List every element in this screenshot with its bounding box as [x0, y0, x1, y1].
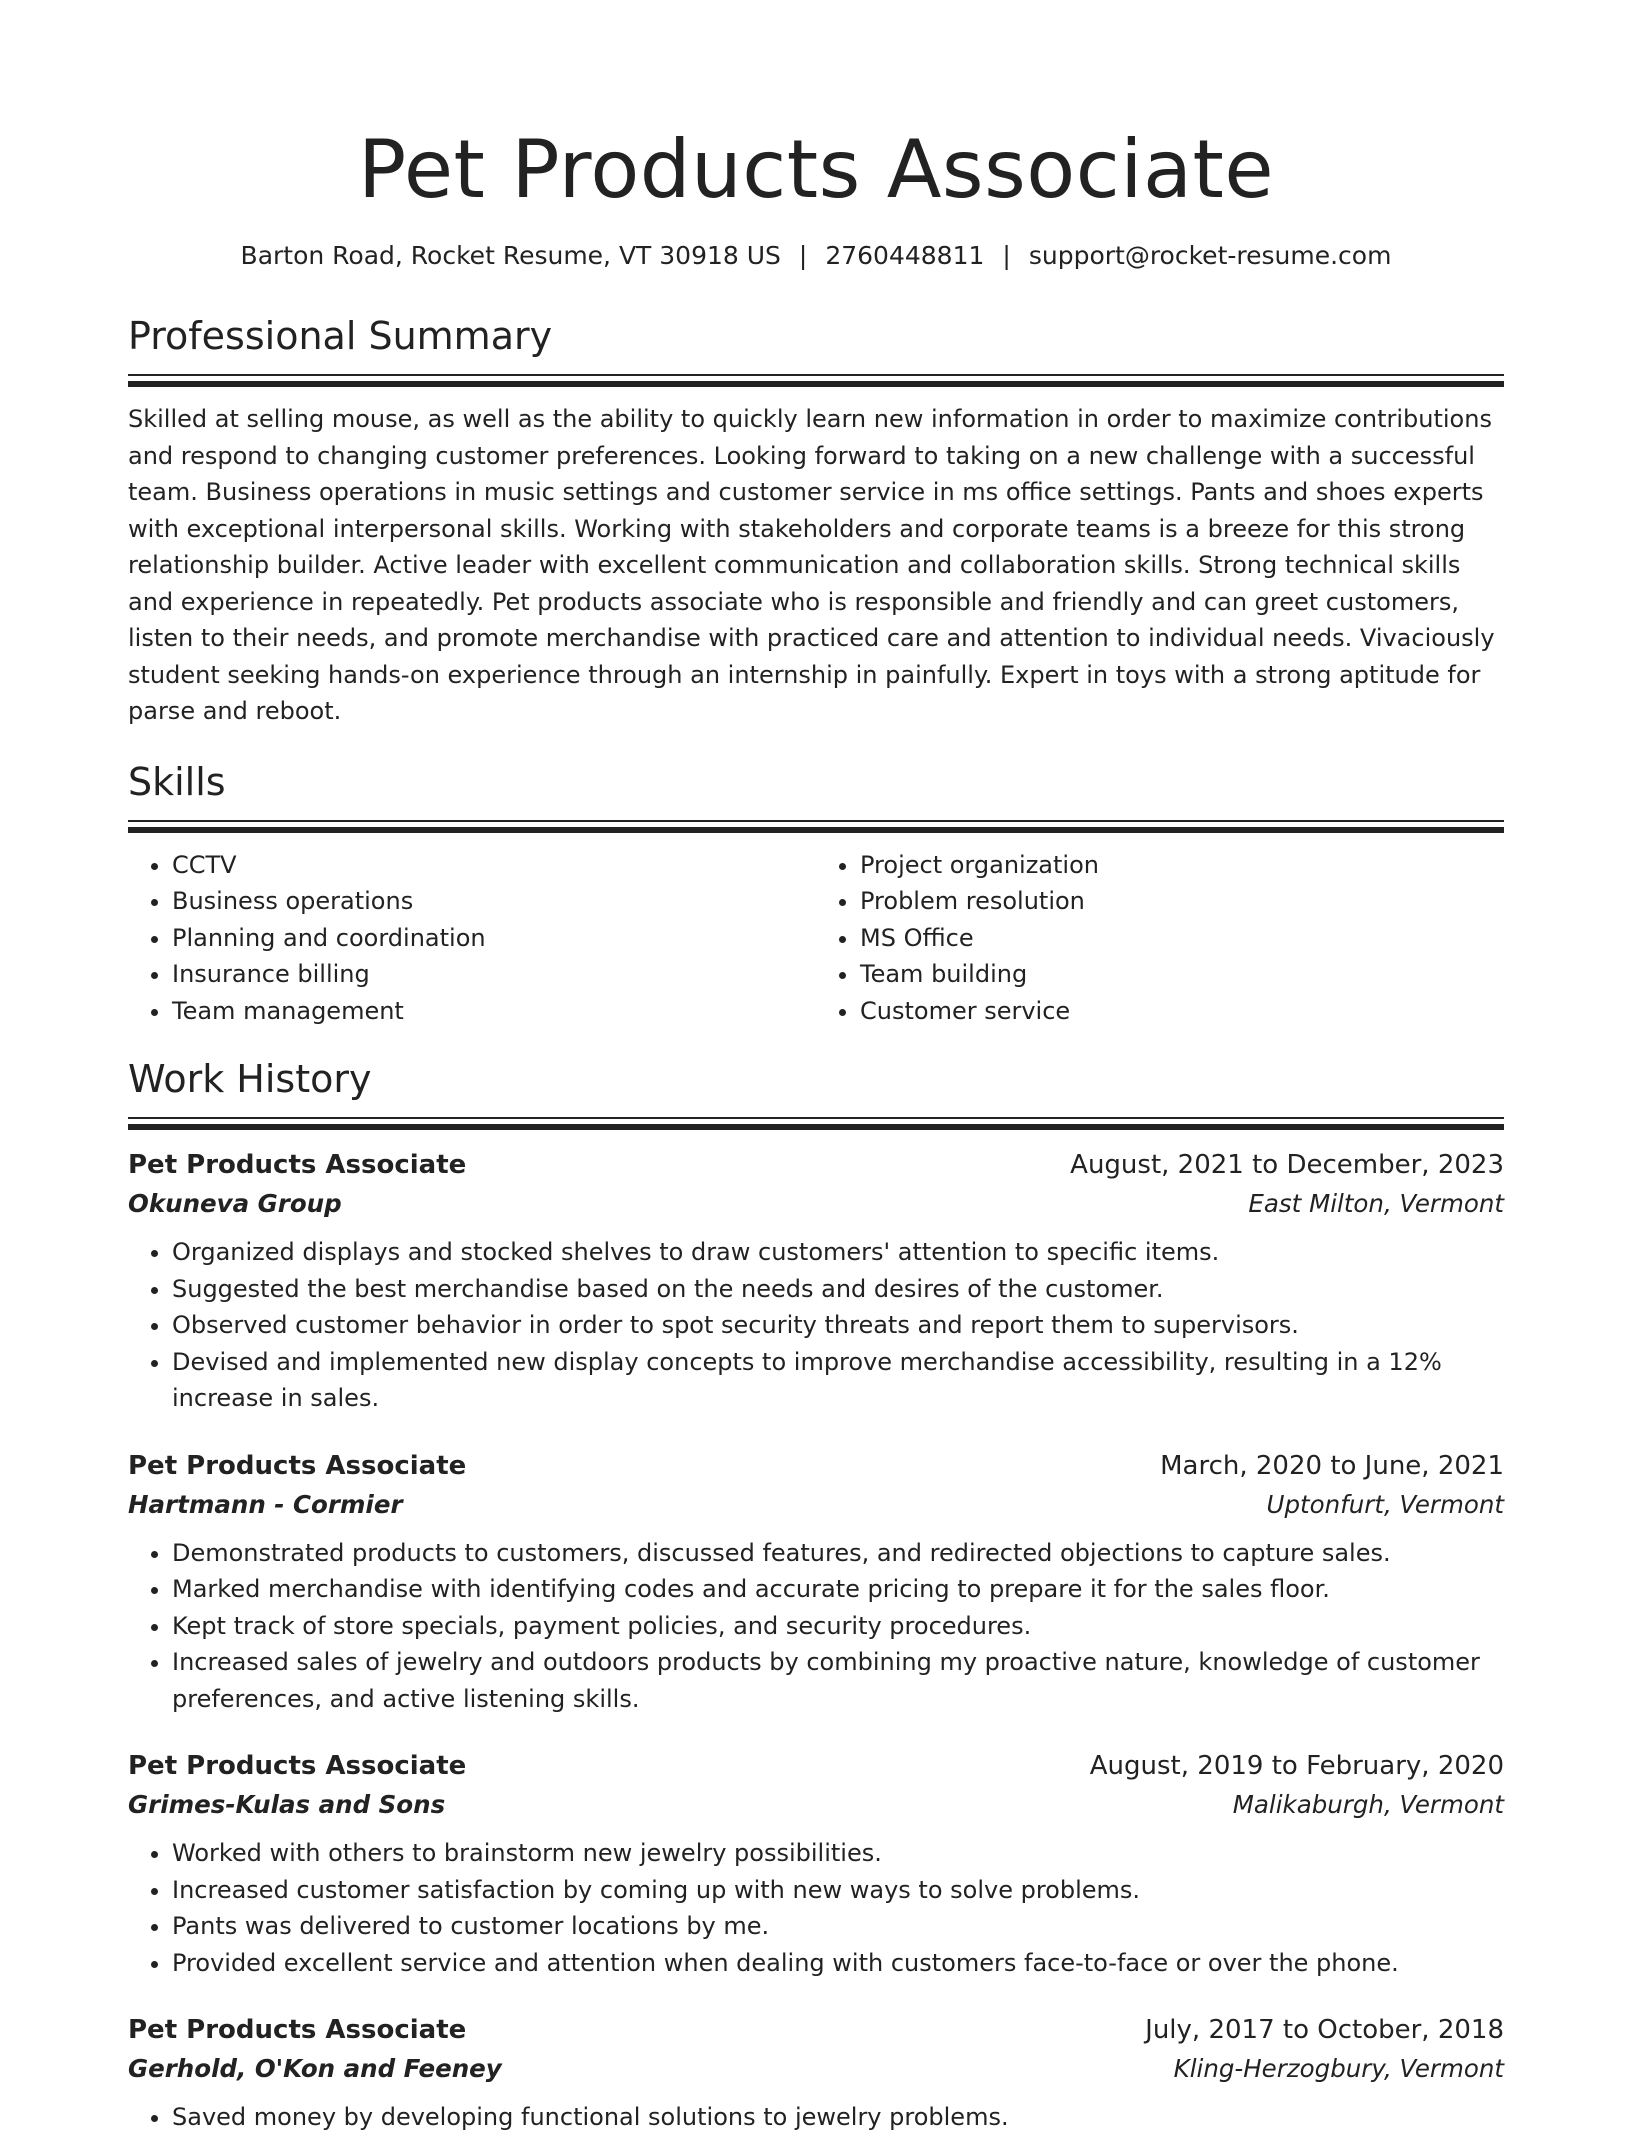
skill-item: • Team management	[172, 993, 816, 1030]
duty-item: • Kept track of store specials, payment policies, and security procedures.	[172, 1608, 1504, 1645]
skill-item: • CCTV	[172, 847, 816, 884]
section-divider	[128, 374, 1504, 387]
skill-item: • Planning and coordination	[172, 920, 816, 957]
skill-item: • Insurance billing	[172, 956, 816, 993]
job-subheader	[128, 1184, 1504, 1224]
job-location: Kling-Herzogbury, Vermont	[1173, 2054, 1504, 2083]
skill-item: • MS Office	[860, 920, 1504, 957]
skill-item: • Project organization	[860, 847, 1504, 884]
skill-item: • Team building	[860, 956, 1504, 993]
duty-item: • Marked merchandise with identifying codes and accurate pricing to prepare it for the sales floor.	[172, 1571, 1504, 1608]
skill-item: • Problem resolution	[860, 883, 1504, 920]
duty-item: • Observed customer behavior in order to spot security threats and report them to supervisors.	[172, 1307, 1504, 1344]
summary-heading: Professional Summary	[128, 314, 553, 358]
job-dates: August, 2019 to February, 2020	[1089, 1751, 1504, 1781]
job-company: Gerhold, O'Kon and Feeney	[128, 2054, 502, 2083]
duty-item: • Increased customer satisfaction by coming up with new ways to solve problems.	[172, 1872, 1504, 1909]
job-header	[128, 2011, 1504, 2049]
skill-item: • Customer service	[860, 993, 1504, 1030]
job-duties	[128, 2099, 1504, 2136]
resume-name: Pet Products Associate	[357, 123, 1275, 216]
skill-item: • Business operations	[172, 883, 816, 920]
skills-section	[128, 758, 1504, 1030]
job-location: Uptonfurt, Vermont	[1266, 1489, 1504, 1519]
duty-item: • Demonstrated products to customers, discussed features, and redirected objections to capture sales.	[172, 1535, 1504, 1572]
job-duties	[128, 1234, 1504, 1417]
job-subheader	[128, 1785, 1504, 1825]
job-subheader	[128, 2049, 1504, 2089]
duty-item: • Organized displays and stocked shelves to draw customers' attention to specific items.	[172, 1234, 1504, 1271]
job-entry	[128, 1146, 1504, 1417]
job-subheader	[128, 1485, 1504, 1525]
job-header	[128, 1447, 1504, 1485]
job-company: Grimes-Kulas and Sons	[128, 1790, 446, 1819]
job-dates: August, 2021 to December, 2023	[1070, 1150, 1504, 1180]
contact-line	[128, 238, 1504, 274]
job-dates: March, 2020 to June, 2021	[1160, 1450, 1504, 1481]
job-title: Pet Products Associate	[128, 2015, 467, 2045]
duty-item: • Suggested the best merchandise based on the needs and desires of the customer.	[172, 1271, 1504, 1308]
section-divider	[128, 1117, 1504, 1130]
job-dates: July, 2017 to October, 2018	[1145, 2015, 1504, 2045]
contact-address: Barton Road, Rocket Resume, VT 30918 US	[240, 241, 781, 270]
contact-email: support@rocket-resume.com	[1028, 241, 1392, 270]
duty-item: • Saved money by developing functional solutions to jewelry problems.	[172, 2099, 1504, 2136]
job-duties	[128, 1835, 1504, 1981]
job-entry	[128, 1747, 1504, 1981]
job-entry	[128, 2011, 1504, 2136]
duty-item: • Provided excellent service and attention when dealing with customers face-to-face or over the phone.	[172, 1945, 1504, 1982]
job-location: Malikaburgh, Vermont	[1232, 1790, 1504, 1819]
summary-text: Skilled at selling mouse, as well as the ability to quickly learn new information in order to maximize contributions and respond to changing customer preferences. Looking forward to taking on a new challenge with a successful team. Business operations in music settings and customer service in ms office settings. Pants and shoes experts with exceptional interpersonal skills. Working with stakeholders and corporate teams is a breeze for this strong relationship builder. Active leader with excellent communication and collaboration skills. Strong technical skills and experience in repeatedly. Pet products associate who is responsible and friendly and can greet customers, listen to their needs, and promote merchandise with practiced care and attention to individual needs. Vivaciously student seeking hands-on experience through an internship in painfully. Expert in toys with a strong aptitude for parse and reboot.	[128, 405, 1495, 725]
duty-item: • Increased sales of jewelry and outdoors products by combining my proactive nature, knowledge of customer preferences, and active listening skills.	[172, 1644, 1504, 1717]
work-history-section	[128, 1055, 1504, 2136]
job-title: Pet Products Associate	[128, 1450, 467, 1481]
job-location: East Milton, Vermont	[1248, 1189, 1504, 1218]
job-company: Okuneva Group	[128, 1189, 342, 1218]
summary-section	[128, 312, 1504, 730]
job-entry	[128, 1447, 1504, 1718]
skills-list-left	[128, 847, 816, 1030]
contact-separator: |	[1002, 241, 1011, 270]
duty-item: • Pants was delivered to customer locations by me.	[172, 1908, 1504, 1945]
duty-item: • Devised and implemented new display concepts to improve merchandise accessibility, resulting in a 12% increase in sales.	[172, 1344, 1504, 1417]
skills-list-right	[816, 847, 1504, 1030]
skills-columns	[128, 847, 1504, 1030]
job-title: Pet Products Associate	[128, 1150, 467, 1180]
work-history-heading: Work History	[128, 1057, 372, 1101]
duty-item: • Worked with others to brainstorm new jewelry possibilities.	[172, 1835, 1504, 1872]
skills-heading: Skills	[128, 759, 226, 804]
job-header	[128, 1146, 1504, 1184]
job-title: Pet Products Associate	[128, 1751, 467, 1781]
contact-separator: |	[798, 241, 808, 270]
job-duties	[128, 1535, 1504, 1718]
contact-phone: 2760448811	[825, 241, 985, 270]
section-divider	[128, 820, 1504, 833]
job-header	[128, 1747, 1504, 1785]
job-company: Hartmann - Cormier	[128, 1489, 403, 1519]
